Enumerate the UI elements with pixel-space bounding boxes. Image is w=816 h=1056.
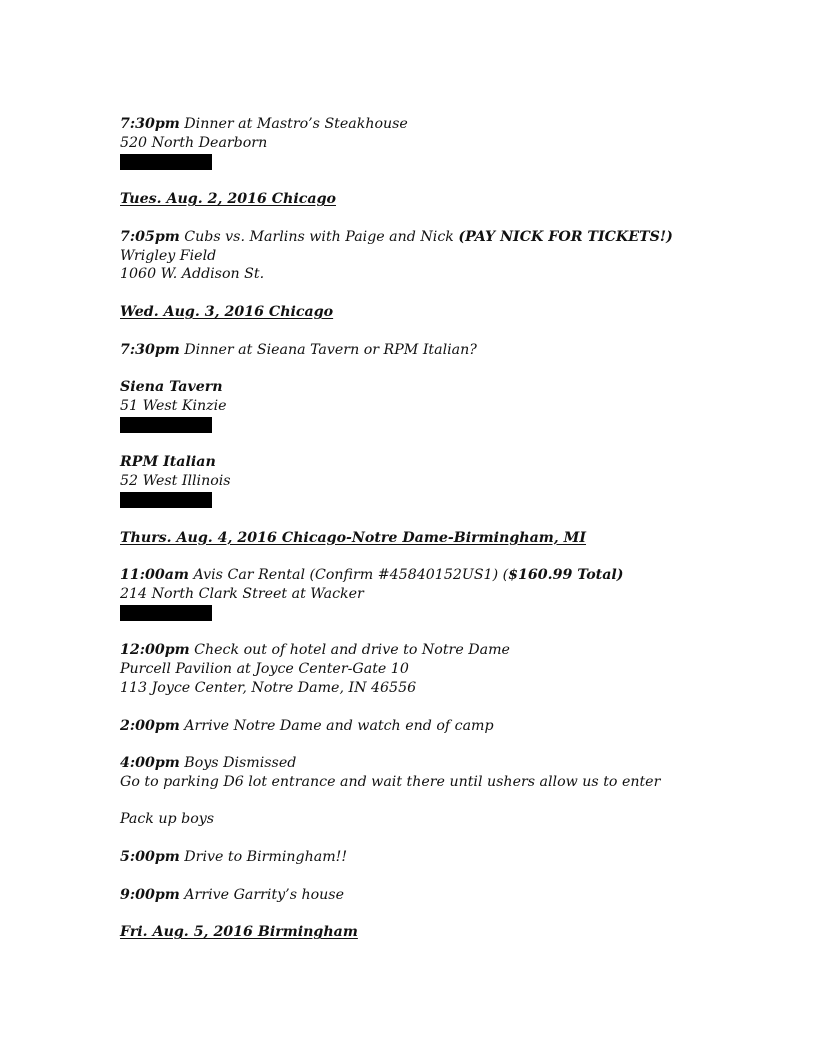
day-heading-aug2: Tues. Aug. 2, 2016 Chicago — [120, 191, 336, 208]
day-heading-aug3: Wed. Aug. 3, 2016 Chicago — [120, 303, 334, 320]
restaurant-name: Siena Tavern — [120, 379, 223, 396]
aug4-dismiss-line — [120, 754, 780, 773]
event-description: Arrive Garrity’s house — [179, 886, 344, 903]
rental-total: $160.99 Total) — [508, 567, 624, 584]
aug4-garrity-line — [120, 886, 780, 905]
aug4-drive-line — [120, 848, 780, 867]
event-time: 2:00pm — [120, 717, 180, 734]
address-line: 214 North Clark Street at Wacker — [120, 585, 364, 602]
pack-up-note: Pack up boys — [120, 811, 215, 828]
event-description: Dinner at Mastro’s Steakhouse — [179, 116, 408, 132]
event-time: 12:00pm — [120, 642, 190, 659]
redaction-bar — [120, 605, 212, 621]
venue-line: Wrigley Field — [120, 247, 217, 264]
event-description: Boys Dismissed — [179, 755, 297, 772]
redaction-bar — [120, 417, 212, 433]
aug1-dinner-line — [120, 115, 780, 134]
event-time: 4:00pm — [120, 755, 180, 772]
event-description: Drive to Birmingham!! — [179, 849, 348, 866]
aug4-checkout-line — [120, 641, 780, 660]
event-description: Arrive Notre Dame and watch end of camp — [179, 717, 494, 734]
address-line: 113 Joyce Center, Notre Dame, IN 46556 — [120, 679, 417, 696]
venue-line: Purcell Pavilion at Joyce Center-Gate 10 — [120, 661, 409, 678]
aug2-game-line — [120, 228, 780, 247]
aug3-dinner-line — [120, 341, 780, 360]
day-heading-aug5: Fri. Aug. 5, 2016 Birmingham — [120, 924, 358, 941]
address-line: 520 North Dearborn — [120, 134, 268, 151]
restaurant-name: RPM Italian — [120, 454, 216, 471]
address-line: 52 West Illinois — [120, 473, 231, 490]
event-time: 7:05pm — [120, 228, 180, 245]
redaction-bar — [120, 154, 212, 170]
event-description: Cubs vs. Marlins with Paige and Nick — [179, 228, 459, 245]
event-time: 7:30pm — [120, 341, 180, 358]
event-time: 9:00pm — [120, 886, 180, 903]
address-line: 51 West Kinzie — [120, 397, 227, 414]
ticket-note: (PAY NICK FOR TICKETS!) — [458, 228, 673, 245]
event-time: 5:00pm — [120, 849, 180, 866]
event-time: 7:30pm — [120, 116, 180, 132]
aug4-car-line — [120, 566, 780, 585]
parking-instructions: Go to parking D6 lot entrance and wait there until ushers allow us to enter — [120, 773, 661, 790]
event-description: Dinner at Sieana Tavern or RPM Italian? — [179, 341, 477, 358]
event-description: Avis Car Rental (Confirm #45840152US1) ( — [188, 567, 509, 584]
event-time: 11:00am — [120, 567, 189, 584]
event-description: Check out of hotel and drive to Notre Dame — [189, 642, 510, 659]
address-line: 1060 W. Addison St. — [120, 266, 265, 283]
redaction-bar — [120, 492, 212, 508]
aug4-arrive-line — [120, 717, 780, 736]
day-heading-aug4: Thurs. Aug. 4, 2016 Chicago-Notre Dame-Birmingham, MI — [120, 529, 587, 546]
itinerary — [120, 115, 780, 942]
